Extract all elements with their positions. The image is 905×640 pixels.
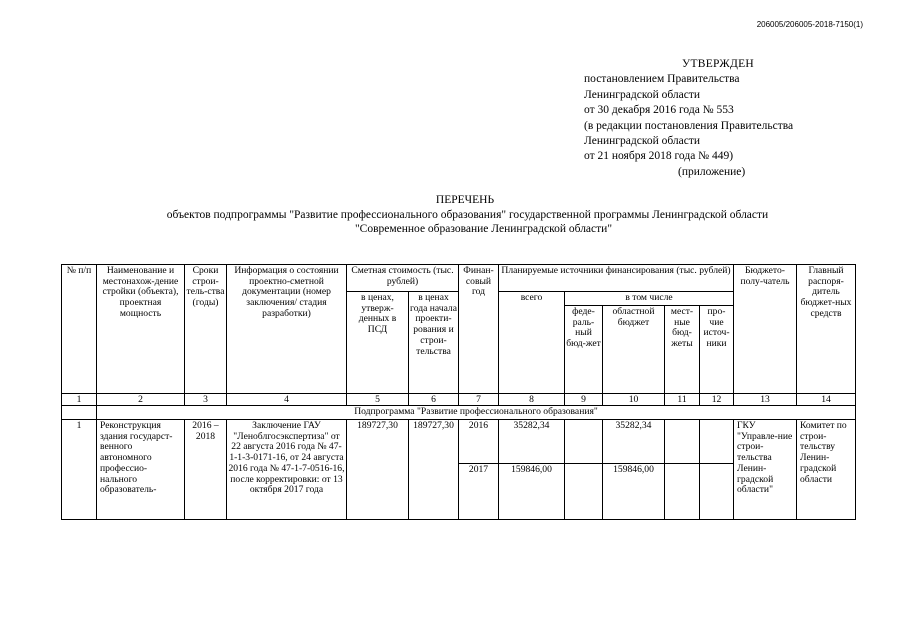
header-fin-year: Финан-совый год <box>459 265 499 394</box>
program-name: "Современное образование Ленинградской области" <box>354 223 613 235</box>
local-amount <box>665 420 700 464</box>
column-number: 9 <box>565 394 603 406</box>
regional-amount: 159846,00 <box>603 464 665 520</box>
other-amount <box>700 464 734 520</box>
fin-year: 2017 <box>459 464 499 520</box>
header-num: № п/п <box>62 265 97 394</box>
column-number: 5 <box>347 394 409 406</box>
federal-amount <box>565 420 603 464</box>
fin-year: 2016 <box>459 420 499 464</box>
subprogram-spacer <box>62 406 97 420</box>
header-manager: Главный распоря-дитель бюджет-ных средств <box>797 265 856 394</box>
header-other: про-чие источ-ники <box>700 306 734 394</box>
header-cost-psd: в ценах, утверж-денных в ПСД <box>347 292 409 394</box>
column-number: 8 <box>499 394 565 406</box>
approval-appendix: (приложение) <box>678 165 746 178</box>
table-row <box>62 420 856 464</box>
column-number: 11 <box>665 394 700 406</box>
header-info: Информация о состоянии проектно-сметной документации (номер заключения/ стадия разработки) <box>227 265 347 394</box>
header-term: Сроки строи-тель-ства (годы) <box>185 265 227 394</box>
column-numbers-row <box>62 394 856 406</box>
column-number: 4 <box>227 394 347 406</box>
document-subtitle: объектов подпрограммы "Развитие профессионального образования" государственной программы Ленинградской области <box>166 208 769 221</box>
objects-table <box>61 264 856 520</box>
column-number: 14 <box>797 394 856 406</box>
column-number: 1 <box>62 394 97 406</box>
column-number: 10 <box>603 394 665 406</box>
column-number: 2 <box>97 394 185 406</box>
approval-line: Ленинградской области <box>584 135 701 148</box>
approval-line: (в редакции постановления Правительства <box>584 119 794 132</box>
header-local: мест-ные бюд-жеты <box>665 306 700 394</box>
total-amount: 159846,00 <box>499 464 565 520</box>
document-title: ПЕРЕЧЕНЬ <box>435 194 495 206</box>
header-federal: феде-раль-ный бюд-жет <box>565 306 603 394</box>
header-regional: областной бюджет <box>603 306 665 394</box>
construction-term: 2016 – 2018 <box>185 420 227 520</box>
budget-recipient: ГКУ "Управле-ние строи-тельства Ленин-градской области" <box>734 420 797 520</box>
column-number: 7 <box>459 394 499 406</box>
column-number: 3 <box>185 394 227 406</box>
local-amount <box>665 464 700 520</box>
approval-line: Ленинградской области <box>584 88 701 101</box>
column-number: 6 <box>409 394 459 406</box>
total-amount: 35282,34 <box>499 420 565 464</box>
header-sources: Планируемые источники финансирования (тыс. рублей) <box>499 265 734 292</box>
column-number: 13 <box>734 394 797 406</box>
header-name: Наименование и местонахож-дение стройки (объекта), проектная мощность <box>97 265 185 394</box>
header-recipient: Бюджето-полу-чатель <box>734 265 797 394</box>
header-including: в том числе <box>565 292 734 306</box>
subprogram-title: Подпрограмма "Развитие профессионального образования" <box>97 406 856 420</box>
federal-amount <box>565 464 603 520</box>
column-number: 12 <box>700 394 734 406</box>
cost-psd: 189727,30 <box>347 420 409 520</box>
header-cost: Сметная стоимость (тыс. рублей) <box>347 265 459 292</box>
approval-block <box>584 57 844 180</box>
row-number: 1 <box>62 420 97 520</box>
object-name: Реконструкция здания государст-венного автономного профессио-нального образователь- <box>97 420 185 520</box>
documentation-info: Заключение ГАУ "Леноблгосэкспертиза" от 22 августа 2016 года № 47-1-1-3-0171-16, от 24 августа 2016 года № 47-1-7-0516-16, после корректировки: от 13 октября 2017 года <box>227 420 347 520</box>
subprogram-row <box>62 406 856 420</box>
approval-line: от 30 декабря 2016 года № 553 <box>584 104 734 117</box>
approval-line: от 21 ноября 2018 года № 449) <box>584 150 734 163</box>
header-row <box>62 265 856 292</box>
approval-title: УТВЕРЖДЕН <box>682 58 755 70</box>
other-amount <box>700 420 734 464</box>
approval-line: постановлением Правительства <box>584 73 740 86</box>
header-total: всего <box>499 292 565 394</box>
document-heading <box>0 193 905 237</box>
document-id: 206005/206005-2018-7150(1) <box>756 20 863 29</box>
cost-start: 189727,30 <box>409 420 459 520</box>
budget-manager: Комитет по строи-тельству Ленин-градской области <box>797 420 856 520</box>
header-cost-start: в ценах года начала проекти-рования и строи-тельства <box>409 292 459 394</box>
regional-amount: 35282,34 <box>603 420 665 464</box>
